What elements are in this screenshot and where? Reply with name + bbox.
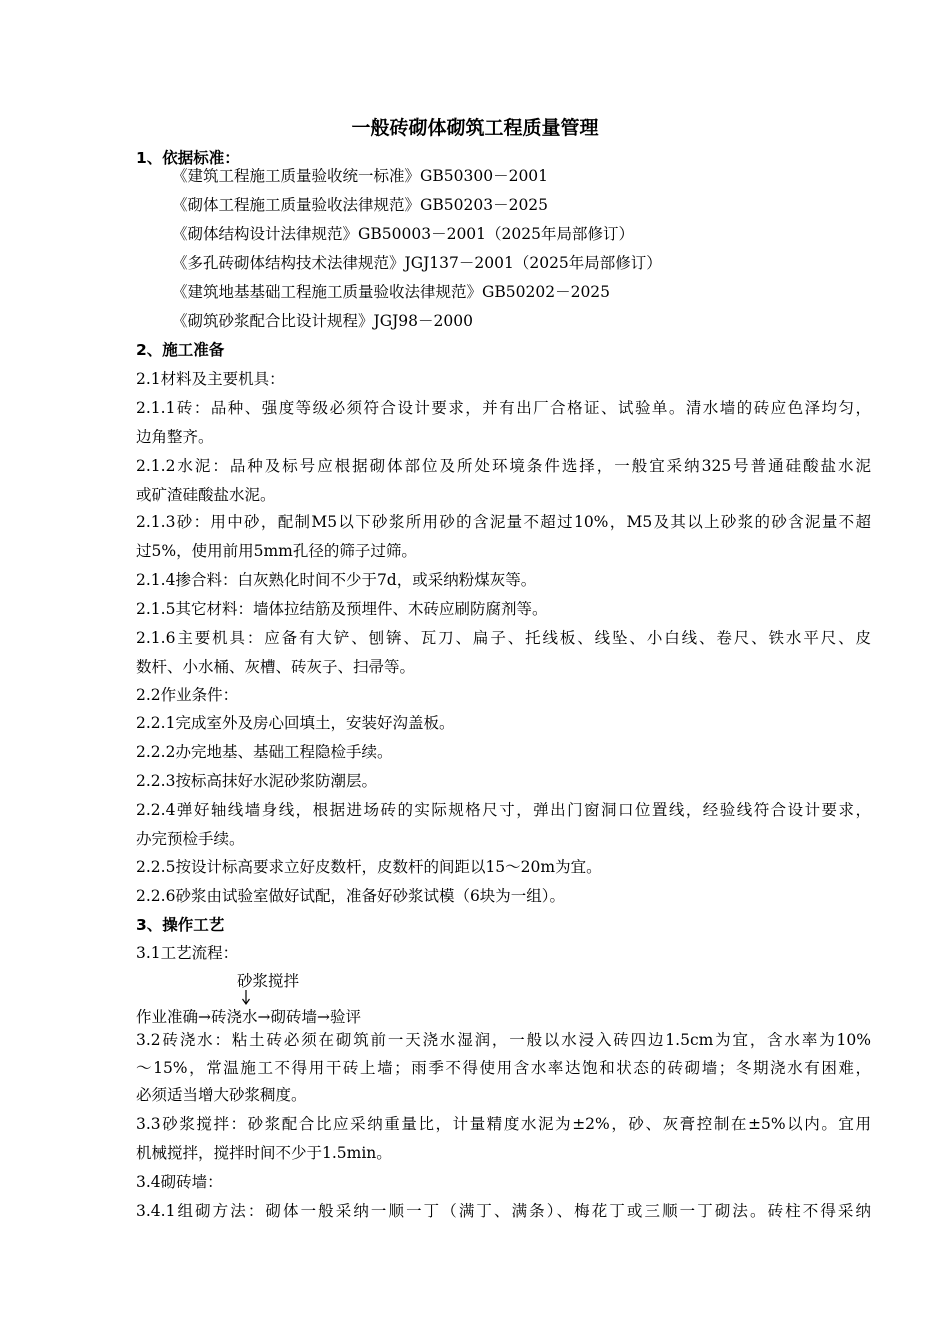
paragraph-line: 2.1.4掺合料：白灰熟化时间不少于7d，或采纳粉煤灰等。 xyxy=(136,571,537,589)
paragraph-line: 办完预检手续。 xyxy=(136,830,245,848)
paragraph-line: 2.1.5其它材料：墙体拉结筋及预埋件、木砖应刷防腐剂等。 xyxy=(136,600,548,618)
paragraph-line: 2.2.6砂浆由试验室做好试配，准备好砂浆试模（6块为一组）。 xyxy=(136,887,566,905)
flow-main-line: 作业准确→砖浇水→砌砖墙→验评 xyxy=(136,1008,361,1026)
paragraph-line: 2.1材料及主要机具： xyxy=(136,370,285,388)
section-heading-preparation: 2、施工准备 xyxy=(136,341,225,359)
section-heading-process: 3、操作工艺 xyxy=(136,916,225,934)
paragraph-line: 3.3砂浆搅拌：砂浆配合比应采纳重量比，计量精度水泥为±2%，砂、灰膏控制在±5%以内。宜用 xyxy=(136,1115,871,1133)
paragraph-line: 2.1.3砂：用中砂，配制M5以下砂浆所用砂的含泥量不超过10%，M5及其以上砂浆的砂含泥量不超 xyxy=(136,513,871,531)
paragraph-line: 2.2.1完成室外及房心回填土，安装好沟盖板。 xyxy=(136,714,455,732)
flow-step-mortar-mixing: 砂浆搅拌 xyxy=(237,972,300,990)
paragraph-line: 2.1.6主要机具：应备有大铲、刨锛、瓦刀、扁子、托线板、线坠、小白线、卷尺、铁水平尺、皮 xyxy=(136,629,871,647)
paragraph-line: 2.2.5按设计标高要求立好皮数杆，皮数杆的间距以15～20m为宜。 xyxy=(136,858,602,876)
paragraph-line: 机械搅拌，搅拌时间不少于1.5min。 xyxy=(136,1144,392,1162)
paragraph-line: 2.1.2水泥：品种及标号应根据砌体部位及所处环境条件选择，一般宜采纳325号普通硅酸盐水泥 xyxy=(136,457,871,475)
paragraph-line: 2.2作业条件： xyxy=(136,686,239,704)
paragraph-line: 3.1工艺流程： xyxy=(136,944,239,962)
paragraph-line: 数杆、小水桶、灰槽、砖灰子、扫帚等。 xyxy=(136,658,416,676)
standard-item: 《建筑地基基础工程施工质量验收法律规范》GB50202－2025 xyxy=(172,283,611,301)
paragraph-line: ～15%，常温施工不得用干砖上墙；雨季不得使用含水率达饱和状态的砖砌墙；冬期浇水有困难， xyxy=(136,1059,871,1077)
paragraph-line: 2.2.3按标高抹好水泥砂浆防潮层。 xyxy=(136,772,377,790)
document-title: 一般砖砌体砌筑工程质量管理 xyxy=(351,117,599,139)
paragraph-line: 过5%，使用前用5mm孔径的筛子过筛。 xyxy=(136,542,417,560)
standard-item: 《砌体工程施工质量验收法律规范》GB50203－2025 xyxy=(172,196,549,214)
paragraph-line: 必须适当增大砂浆稠度。 xyxy=(136,1086,307,1104)
paragraph-line: 3.2砖浇水：粘土砖必须在砌筑前一天浇水湿润，一般以水浸入砖四边1.5cm为宜，含水率为10% xyxy=(136,1031,871,1049)
paragraph-line: 2.1.1砖：品种、强度等级必须符合设计要求，并有出厂合格证、试验单。清水墙的砖应色泽均匀， xyxy=(136,399,871,417)
paragraph-line: 或矿渣硅酸盐水泥。 xyxy=(136,486,276,504)
paragraph-line: 边角整齐。 xyxy=(136,428,214,446)
paragraph-line: 3.4砌砖墙： xyxy=(136,1173,223,1191)
paragraph-line: 3.4.1组砌方法：砌体一般采纳一顺一丁（满丁、满条）、梅花丁或三顺一丁砌法。砖柱不得采纳 xyxy=(136,1202,871,1220)
standard-item: 《砌筑砂浆配合比设计规程》JGJ98－2000 xyxy=(172,312,473,330)
section-heading-basis: 1、依据标准： xyxy=(136,149,240,167)
arrow-down-icon xyxy=(240,990,252,1006)
standard-item: 《砌体结构设计法律规范》GB50003－2001（2025年局部修订） xyxy=(172,225,634,243)
standard-item: 《多孔砖砌体结构技术法律规范》JGJ137－2001（2025年局部修订） xyxy=(172,254,662,272)
paragraph-line: 2.2.2办完地基、基础工程隐检手续。 xyxy=(136,743,393,761)
paragraph-line: 2.2.4弹好轴线墙身线，根据进场砖的实际规格尺寸，弹出门窗洞口位置线，经验线符合设计要求， xyxy=(136,801,871,819)
standard-item: 《建筑工程施工质量验收统一标准》GB50300－2001 xyxy=(172,167,549,185)
